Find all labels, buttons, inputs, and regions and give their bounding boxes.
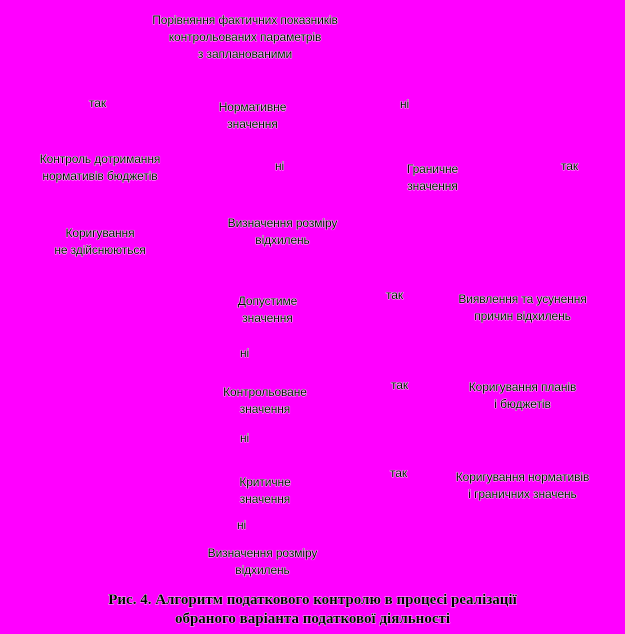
- node-deviation-size-1: Визначення розміру відхилень: [227, 216, 338, 247]
- label-no-4: ні: [240, 431, 250, 445]
- figure-caption: Рис. 4. Алгоритм податкового контролю в процесі реалізації обраного варіанта податкової діяльності: [108, 592, 517, 627]
- node-controlled: Контрольоване значення: [223, 385, 307, 416]
- node-causes: Виявлення та усунення причин відхилень: [458, 292, 587, 323]
- node-norm-correction: Коригування нормативів і граничних значень: [455, 470, 590, 501]
- label-yes-4: так: [391, 378, 408, 392]
- node-deviation-size-2: Визначення розміру відхилень: [207, 546, 318, 577]
- node-boundary: Граничне значення: [406, 162, 459, 193]
- node-critical: Критичне значення: [239, 475, 291, 506]
- node-compare: Порівняння фактичних показників контрольованих параметрів з запланованими: [152, 13, 338, 61]
- node-normative: Нормативне значення: [218, 100, 287, 131]
- label-yes-5: так: [390, 466, 407, 480]
- label-yes-1: так: [89, 96, 106, 110]
- label-no-5: ні: [237, 518, 247, 532]
- label-no-3: ні: [240, 346, 250, 360]
- label-no-1: ні: [400, 97, 410, 111]
- node-allowed: Допустиме значення: [237, 294, 298, 325]
- node-plan-correction: Коригування планів і бюджетів: [468, 380, 577, 411]
- label-yes-3: так: [386, 288, 403, 302]
- node-budget-control: Контроль дотримання нормативів бюджетів: [39, 152, 161, 183]
- node-no-correction: Коригування не здійснюються: [54, 226, 146, 257]
- label-yes-2: так: [561, 159, 578, 173]
- label-no-2: ні: [275, 159, 285, 173]
